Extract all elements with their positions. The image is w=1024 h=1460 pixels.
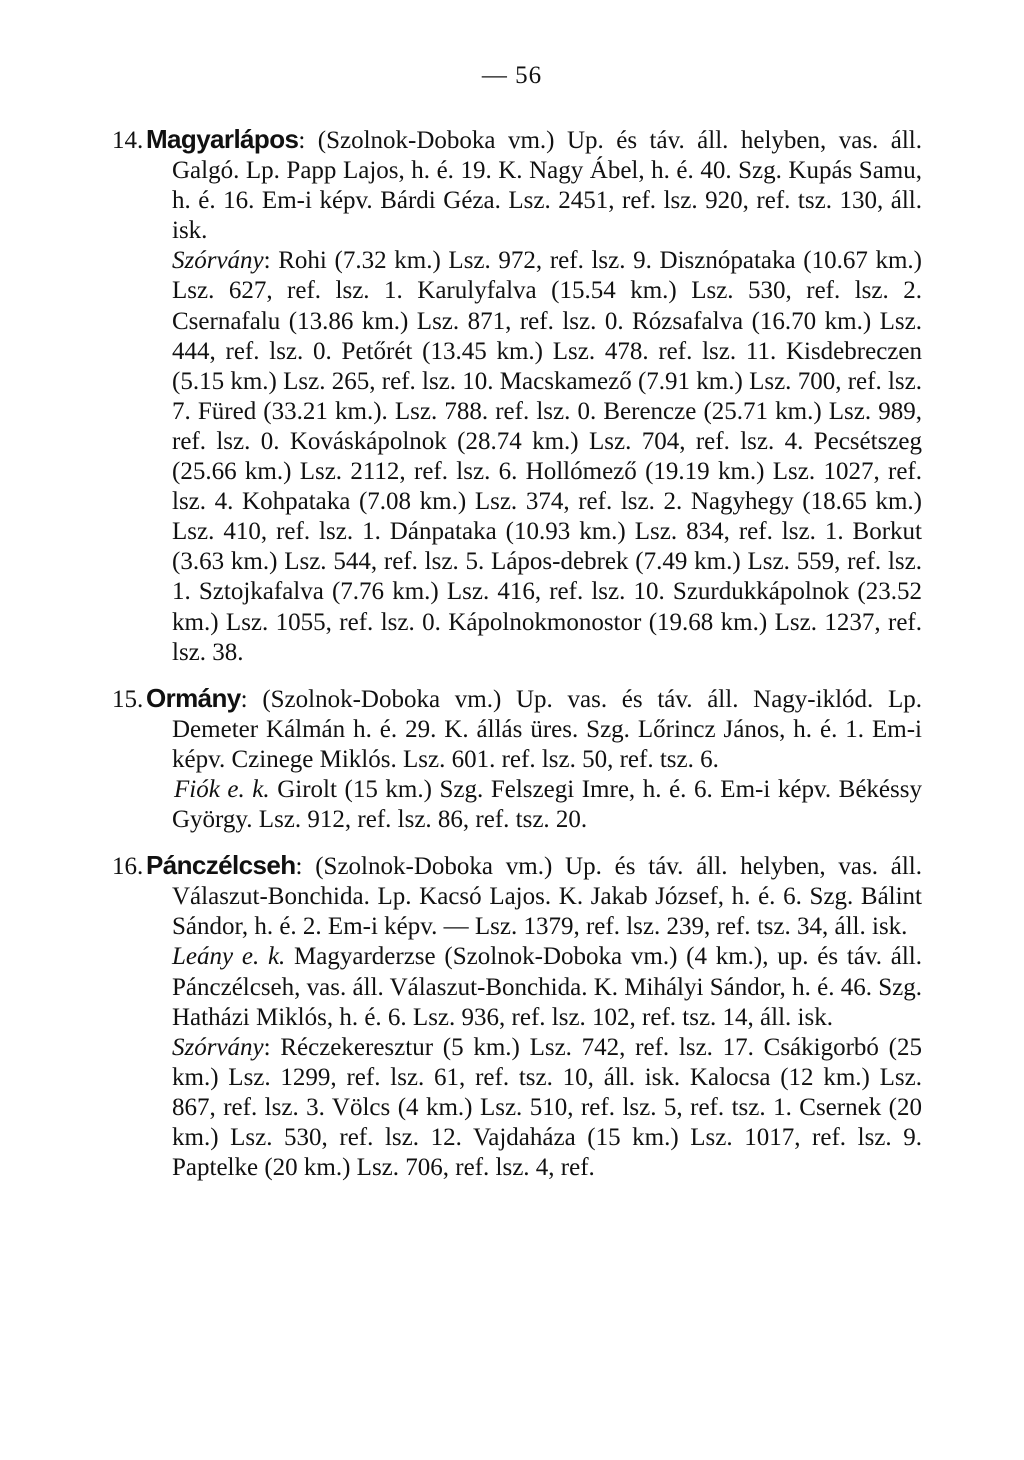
entry-text: : (Szolnok-Doboka vm.) Up. és táv. áll. helyben, vas. áll. Válaszut-Bonchida. Lp. Kacsó Lajos. K. Jakab József, h. é. 6. Szg. Bálint Sándor, h. é. 2. Em-i képv. — Lsz. 1379, ref. lsz. 239, ref. tsz. 34, áll. isk. [172, 853, 922, 941]
page-number: — 56 [481, 62, 543, 89]
entry-15 [112, 682, 922, 775]
page-content [112, 124, 922, 1183]
entry-heading: Ormány [146, 682, 241, 713]
entry-16 [112, 850, 922, 942]
entry-text: : (Szolnok-Doboka vm.) Up. és táv. áll. helyben, vas. áll. Galgó. Lp. Papp Lajos, h. é. 19. K. Nagy Ábel, h. é. 40. Szg. Kupás Samu, h. é. 16. Em-i képv. Bárdi Géza. Lsz. 2451, ref. lsz. 920, ref. tsz. 130, áll. isk. [172, 127, 922, 245]
entry-number: 16. [112, 853, 144, 881]
sub-text: : Réczekeresztur (5 km.) Lsz. 742, ref. lsz. 17. Csákigorbó (25 km.) Lsz. 1299, ref. lsz. 61, ref. tsz. 10, áll. isk. Kalocsa (12 km.) Lsz. 867, ref. lsz. 3. Völcs (4 km.) Lsz. 510, ref. lsz. 5, ref. tsz. 1. Csernek (20 km.) Lsz. 530, ref. lsz. 12. Vajdaháza (15 km.) Lsz. 1017, ref. lsz. 9. Paptelke (20 km.) Lsz. 706, ref. lsz. 4, ref. [172, 1033, 922, 1182]
sub-label: Fiók e. k. [174, 775, 270, 803]
sub-label: Leány e. k. [172, 943, 286, 971]
sub-text: Girolt (15 km.) Szg. Felszegi Imre, h. é. 6. Em-i képv. Békéssy György. Lsz. 912, ref. lsz. 86, ref. tsz. 20. [172, 775, 922, 834]
entry-number: 14. [112, 127, 144, 154]
sub-label: Szórvány [172, 247, 264, 275]
entry-text: : (Szolnok-Doboka vm.) Up. vas. és táv. áll. Nagy-iklód. Lp. Demeter Kálmán h. é. 29. K. állás üres. Szg. Lőrincz János, h. é. 1. Em-i képv. Czinege Miklós. Lsz. 601. ref. lsz. 50, ref. tsz. 6. [172, 685, 922, 773]
entry-14-scattered [172, 246, 922, 667]
entry-heading: Pánczélcseh [146, 850, 296, 881]
entry-15-branch [172, 775, 922, 835]
sub-text: Magyarderzse (Szolnok-Doboka vm.) (4 km.), up. és táv. áll. Pánczélcseh, vas. áll. Válaszut-Bonchida. K. Mihályi Sándor, h. é. 46. Szg. Hatházi Miklós, h. é. 6. Lsz. 936, ref. lsz. 102, ref. tsz. 14, áll. isk. [172, 943, 922, 1031]
entry-14 [112, 124, 922, 246]
entry-heading: Magyarlápos [146, 124, 299, 154]
entry-number: 15. [112, 685, 144, 713]
sub-label: Szórvány [172, 1033, 264, 1061]
entry-16-daughter [172, 942, 922, 1032]
entry-16-scattered [172, 1033, 922, 1183]
sub-text: : Rohi (7.32 km.) Lsz. 972, ref. lsz. 9. Disznópataka (10.67 km.) Lsz. 627, ref. lsz. 1. Karulyfalva (15.54 km.) Lsz. 530, ref. lsz. 2. Csernafalu (13.86 km.) Lsz. 871, ref. lsz. 0. Rózsafalva (16.70 km.) Lsz. 444, ref. lsz. 0. Petőrét (13.45 km.) Lsz. 478. ref. lsz. 11. Kisdebreczen (5.15 km.) Lsz. 265, ref. lsz. 10. Macskamező (7.91 km.) Lsz. 700, ref. lsz. 7. Füred (33.21 km.). Lsz. 788. ref. lsz. 0. Berencze (25.71 km.) Lsz. 989, ref. lsz. 0. Kováskápolnok (28.74 km.) Lsz. 704, ref. lsz. 4. Pecsétszeg (25.66 km.) Lsz. 2112, ref. lsz. 6. Hollómező (19.19 km.) Lsz. 1027, ref. lsz. 4. Kohpataka (7.08 km.) Lsz. 374, ref. lsz. 2. Nagyhegy (18.65 km.) Lsz. 410, ref. lsz. 1. Dánpataka (10.93 km.) Lsz. 834, ref. lsz. 1. Borkut (3.63 km.) Lsz. 544, ref. lsz. 5. Lápos-debrek (7.49 km.) Lsz. 559, ref. lsz. 1. Sztojkafalva (7.76 km.) Lsz. 416, ref. lsz. 10. Szurdukkápolnok (23.52 km.) Lsz. 1055, ref. lsz. 0. Kápolnokmonostor (19.68 km.) Lsz. 1237, ref. lsz. 38. [172, 247, 922, 666]
